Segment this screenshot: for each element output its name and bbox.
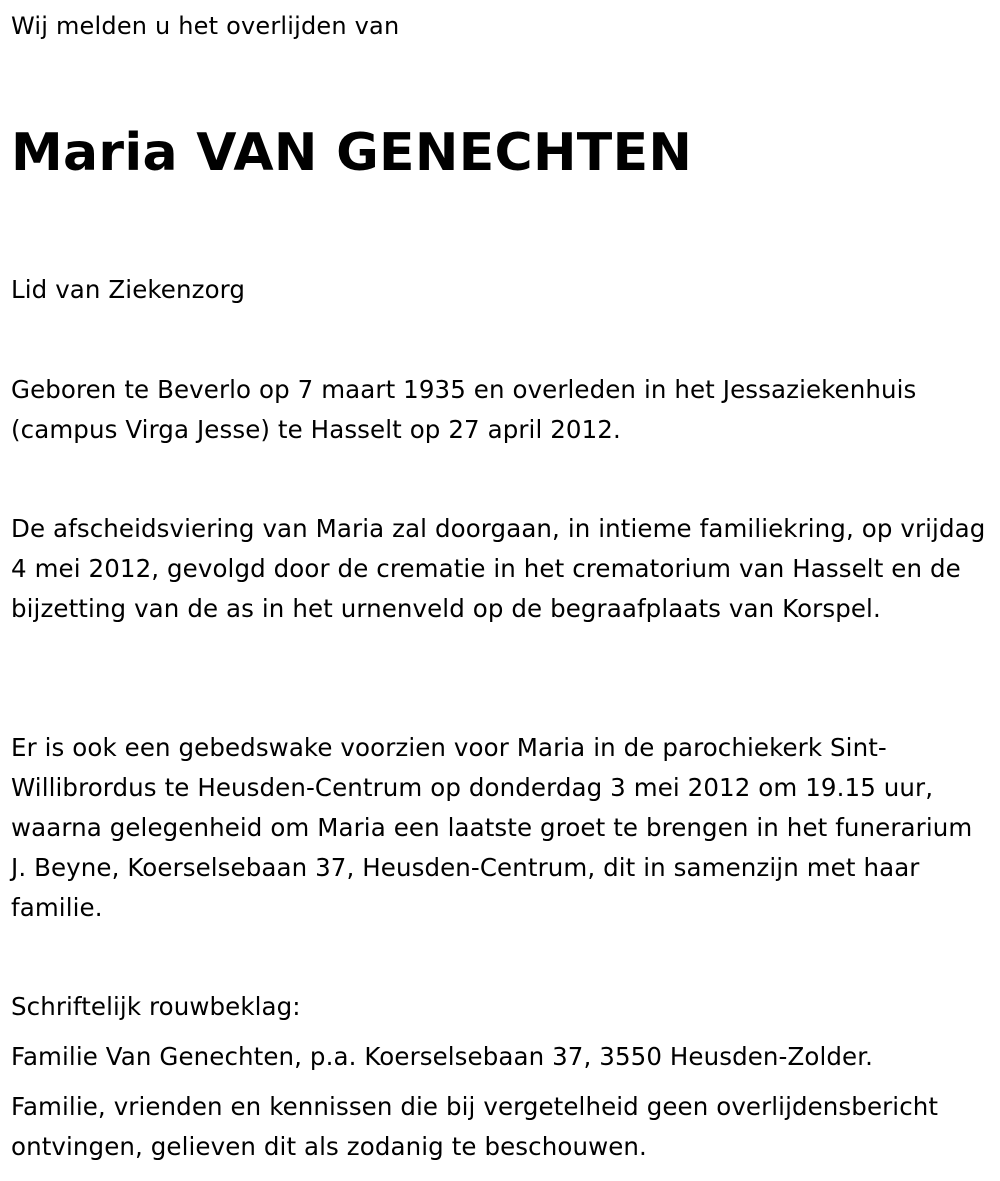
- deceased-name: Maria VAN GENECHTEN: [11, 123, 693, 183]
- farewell-paragraph: De afscheidsviering van Maria zal doorgaan, in intieme familiekring, op vrijdag 4 mei 2012, gevolgd door de crematie in het crematorium van Hasselt en de bijzetting van de as in het urnenveld op de begraafplaats van Korspel.: [11, 514, 986, 623]
- condolence-heading: Schriftelijk rouwbeklag:: [11, 992, 301, 1021]
- membership-text: Lid van Ziekenzorg: [11, 275, 246, 304]
- wake-paragraph: Er is ook een gebedswake voorzien voor Maria in de parochiekerk Sint-Willibrordus te Heusden-Centrum op donderdag 3 mei 2012 om 19.15 uur, waarna gelegenheid om Maria een laatste groet te brengen in het funerarium J. Beyne, Koerselsebaan 37, Heusden-Centrum, dit in samenzijn met haar familie.: [11, 733, 973, 922]
- closing-paragraph: Familie, vrienden en kennissen die bij vergetelheid geen overlijdensbericht ontvingen, gelieven dit als zodanig te beschouwen.: [11, 1092, 939, 1161]
- condolence-address: Familie Van Genechten, p.a. Koerselsebaan 37, 3550 Heusden-Zolder.: [11, 1042, 874, 1071]
- birth-death-paragraph: Geboren te Beverlo op 7 maart 1935 en overleden in het Jessaziekenhuis (campus Virga Jesse) te Hasselt op 27 april 2012.: [11, 375, 917, 444]
- intro-text: Wij melden u het overlijden van: [11, 12, 400, 40]
